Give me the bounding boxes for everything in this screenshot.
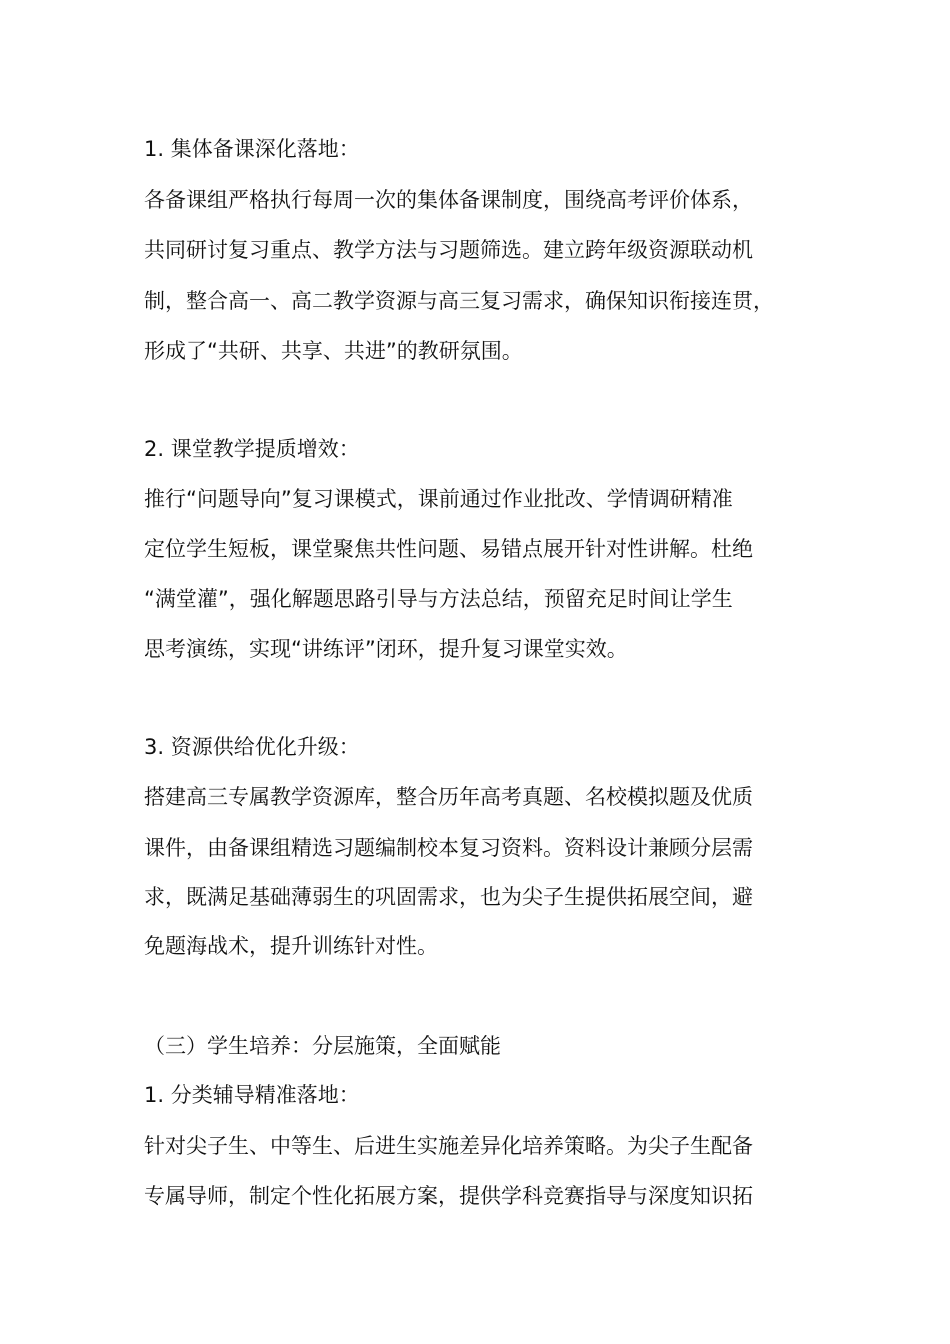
section-1-line-2: 共同研讨复习重点、教学方法与习题筛选。建立跨年级资源联动机 xyxy=(144,238,753,262)
subsection-line-1: 针对尖子生、中等生、后进生实施差异化培养策略。为尖子生配备 xyxy=(144,1134,753,1158)
section-1-heading: 1. 集体备课深化落地： xyxy=(144,137,360,161)
section-2-line-2: 定位学生短板，课堂聚焦共性问题、易错点展开针对性讲解。杜绝 xyxy=(144,537,753,561)
subsection-line-2: 专属导师，制定个性化拓展方案，提供学科竞赛指导与深度知识拓 xyxy=(144,1184,753,1208)
section-3-line-1: 搭建高三专属教学资源库，整合历年高考真题、名校模拟题及优质 xyxy=(144,785,753,809)
section-1-line-3: 制，整合高一、高二教学资源与高三复习需求，确保知识衔接连贯， xyxy=(144,289,774,313)
section-1-line-4: 形成了“共研、共享、共进”的教研氛围。 xyxy=(144,339,523,363)
section-2-line-4: 思考演练，实现“讲练评”闭环，提升复习课堂实效。 xyxy=(144,637,628,661)
section-2-line-3: “满堂灌”，强化解题思路引导与方法总结，预留充足时间让学生 xyxy=(144,587,733,611)
section-3-heading: 3. 资源供给优化升级： xyxy=(144,735,360,759)
section-3-line-4: 免题海战术，提升训练针对性。 xyxy=(144,934,438,958)
section-3-line-3: 求，既满足基础薄弱生的巩固需求，也为尖子生提供拓展空间，避 xyxy=(144,885,753,909)
part-title: （三）学生培养：分层施策，全面赋能 xyxy=(144,1034,501,1058)
section-2-line-1: 推行“问题导向”复习课模式，课前通过作业批改、学情调研精准 xyxy=(144,487,733,511)
subsection-heading: 1. 分类辅导精准落地： xyxy=(144,1083,360,1107)
section-1-line-1: 各备课组严格执行每周一次的集体备课制度，围绕高考评价体系， xyxy=(144,188,753,212)
section-3-line-2: 课件，由备课组精选习题编制校本复习资料。资料设计兼顾分层需 xyxy=(144,836,753,860)
section-2-heading: 2. 课堂教学提质增效： xyxy=(144,437,360,461)
